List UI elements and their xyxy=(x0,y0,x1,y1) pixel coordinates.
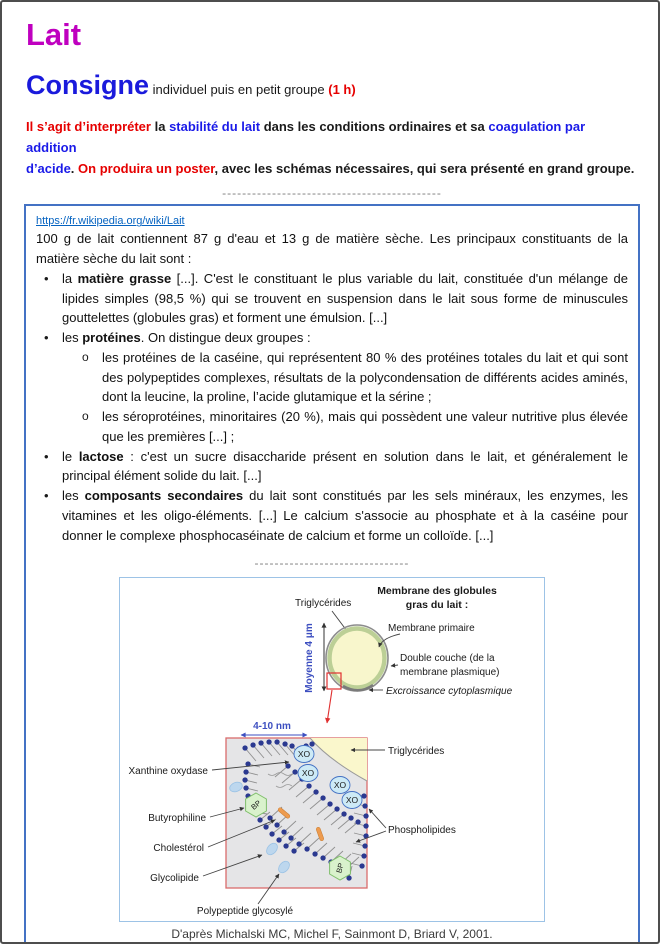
figure-title-line1: Membrane des globules xyxy=(377,585,497,598)
label-phospholipides: Phospholipides xyxy=(388,825,456,837)
wiki-intro-paragraph: 100 g de lait contiennent 87 g d'eau et 13 g de matière sèche. Les principaux constituants de la matière sèche du lait sont : xyxy=(36,231,628,267)
globule-diagram xyxy=(295,585,513,723)
list-item xyxy=(36,447,628,487)
consigne-label: Consigne xyxy=(26,70,150,101)
bullet-text: : c'est un sucre disaccharide présent en solution dans le lait, et généralement le principal élément solide du lait. [...] xyxy=(62,448,628,484)
label-glycolipide: Glycolipide xyxy=(150,873,199,885)
label-membrane-primaire: Membrane primaire xyxy=(388,623,475,635)
dashed-separator-1: -------------------------------------------- xyxy=(222,186,442,201)
label-xanthine-oxydase: Xanthine oxydase xyxy=(128,766,208,778)
bullet-text-bold: protéines xyxy=(82,330,141,346)
bullet-marker: • xyxy=(44,330,49,346)
sub-list-item xyxy=(76,348,628,407)
label-butyrophiline: Butyrophiline xyxy=(148,813,206,825)
intro-segment: stabilité du lait xyxy=(169,119,261,135)
sub-list-item xyxy=(76,407,628,447)
list-item xyxy=(36,328,628,348)
wiki-excerpt-box xyxy=(24,204,640,944)
globule-body xyxy=(330,629,385,688)
label-excroissance: Excroissance cytoplasmique xyxy=(386,686,513,698)
sub-bullet-marker: o xyxy=(82,409,89,424)
bp-label: BP xyxy=(334,862,346,875)
sub-bullet-marker: o xyxy=(82,349,89,364)
list-item xyxy=(36,269,628,328)
label-triglycerides-right: Triglycérides xyxy=(388,746,445,758)
figure-caption: D'après Michalski MC, Michel F, Sainmont D, Briard V, 2001. xyxy=(171,927,493,942)
consigne-subtitle: individuel puis en petit groupe xyxy=(149,82,329,98)
consigne-duration: (1 h) xyxy=(328,82,356,98)
sub-bullet-text: les protéines de la caséine, qui représentent 80 % des protéines totales du lait et qui sont des polypeptides complexes, résultats de la polycondensation de différents acides aminés, dont la leucine, la proline, l’acide glutamique et la sérine ; xyxy=(102,349,628,405)
instruction-paragraph xyxy=(26,117,638,179)
bullet-text-bold: lactose xyxy=(78,448,124,464)
intro-segment: coagulation par addition xyxy=(26,119,586,155)
bullet-marker: • xyxy=(44,270,49,286)
page-title: Lait xyxy=(26,17,82,52)
milk-globule-figure xyxy=(120,578,544,921)
wiki-link[interactable]: https://fr.wikipedia.org/wiki/Lait xyxy=(36,215,185,228)
label-polypeptide-glycosyle: Polypeptide glycosylé xyxy=(196,906,294,918)
bullet-text: [...]. C'est le constituant le plus variable du lait, constituée d'un mélange de lipides simples (98,5 %) qui se trouvent en suspension dans le lait sous forme de minuscules gouttelettes (globules gras) et forment une émulsion. [...] xyxy=(62,270,628,326)
intro-segment: d’acide xyxy=(26,160,71,176)
xo-label: XO xyxy=(301,768,315,779)
intro-segment: dans les conditions ordinaires et sa xyxy=(260,119,489,135)
label-scale-4-10nm: 4-10 nm xyxy=(253,721,291,733)
xo-label: XO xyxy=(333,780,347,791)
bullet-text: le xyxy=(62,448,79,464)
label-cholesterol: Cholestérol xyxy=(153,843,204,855)
bullet-text: les xyxy=(62,330,83,346)
bullet-marker: • xyxy=(44,448,49,464)
xo-label: XO xyxy=(345,795,359,806)
bullet-marker: • xyxy=(44,488,49,504)
bp-label: BP xyxy=(249,798,263,813)
bullet-text: . On distingue deux groupes : xyxy=(140,330,311,346)
figure-title-line2: gras du lait : xyxy=(405,599,469,612)
label-double-couche-line1: Double couche (de la xyxy=(400,653,495,665)
bullet-list xyxy=(36,269,628,546)
bullet-text: la xyxy=(62,270,78,286)
label-moyenne-4um: Moyenne 4 μm xyxy=(304,623,315,694)
list-item xyxy=(36,486,628,545)
consigne-heading xyxy=(26,70,640,101)
figure-box xyxy=(119,577,545,922)
dashed-separator-2: ------------------------------- xyxy=(254,556,410,571)
intro-segment: On produira un poster xyxy=(78,160,215,176)
xo-label: XO xyxy=(297,749,311,760)
intro-segment: la xyxy=(154,119,170,135)
arrow-double-couche xyxy=(391,665,398,666)
membrane-detail-diagram xyxy=(128,721,455,917)
zoom-region-arrow xyxy=(327,690,332,723)
bullet-text: du lait sont constitués par les sels minéraux, les enzymes, les vitamines et les oligo-éléments. [...] Le calcium s'associe au phosphate et à la caséine pour donner le complexe phosphocaséinate de calcium et forme un colloïde. [...] xyxy=(62,488,628,543)
bullet-text-bold: composants secondaires xyxy=(84,488,244,504)
intro-segment: . xyxy=(70,160,79,176)
label-double-couche-line2: membrane plasmique) xyxy=(400,667,500,679)
intro-segment: , avec les schémas nécessaires, qui sera présenté en grand groupe. xyxy=(214,160,635,176)
bullet-text: les xyxy=(62,488,85,504)
sub-bullet-text: les séroprotéines, minoritaires (20 %), mais qui possèdent une valeur nutritive plus élevée que les premières [...] ; xyxy=(102,409,628,444)
arrow-phospholipides-1 xyxy=(369,809,386,828)
intro-segment: Il s’agit d’interpréter xyxy=(26,119,155,135)
label-triglycerides-top: Triglycérides xyxy=(295,598,352,610)
bullet-text-bold: matière grasse xyxy=(77,270,172,286)
